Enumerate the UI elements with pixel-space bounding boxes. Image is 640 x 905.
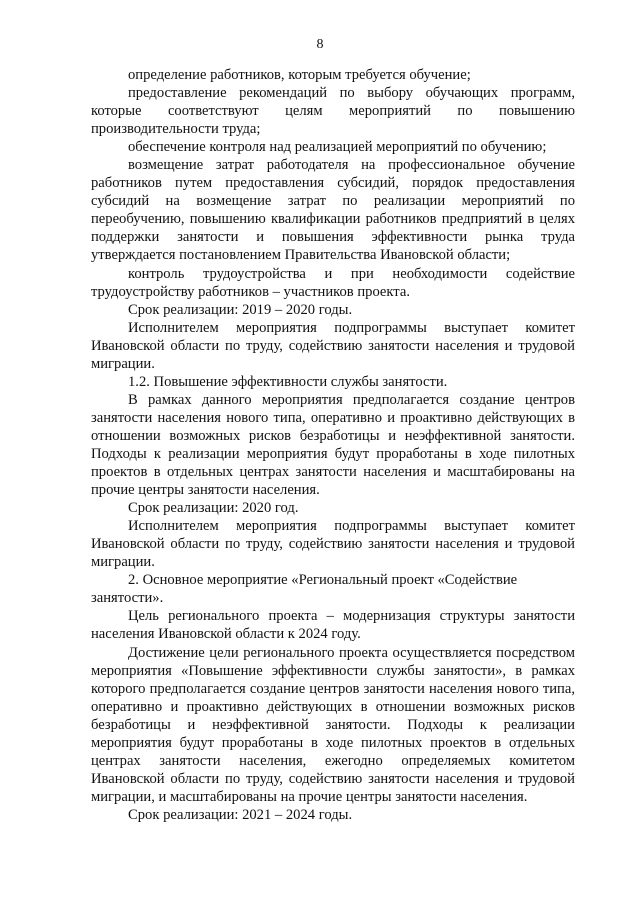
paragraph-identify-workers: определение работников, которым требуется обучение; <box>128 67 471 83</box>
paragraph-training-recommendations: предоставление рекомендаций по выбору обучающих программ, которые соответствуют целям мероприятий по повышению производительности труда; <box>91 85 575 138</box>
paragraph-term-2019-2020: Срок реализации: 2019 – 2020 годы. <box>128 301 353 318</box>
body-text <box>91 66 575 824</box>
paragraph-project-goal: Цель регионального проекта – модернизация структуры занятости населения Ивановской области к 2024 году. <box>91 608 575 643</box>
paragraph-cost-reimbursement: возмещение затрат работодателя на профессиональное обучение работников путем предоставления субсидий, порядок предоставления субсидий на возмещение затрат по реализации мероприятий по переобучению, повышению квалификации работников предприятий в целях поддержки занятости и повышения эффективности рынка труда утверждается постановлением Правительства Ивановской области; <box>91 157 575 264</box>
paragraph-goal-achievement: Достижение цели регионального проекта осуществляется посредством мероприятия «Повышение эффективности службы занятости», в рамках которого предполагается создание центров занятости населения нового типа, оперативно и проактивно действующих в отношении возможных рисков безработицы и неэффективной занятости. Подходы к реализации мероприятия будут проработаны в ходе пилотных проектов в отдельных центрах занятости населения, ежегодно определяемых комитетом Ивановской области по труду, содействию занятости населения и трудовой миграции, и масштабированы на прочие центры занятости населения. <box>91 644 575 805</box>
paragraph-employment-control: контроль трудоустройства и при необходимости содействие трудоустройству работников – участников проекта. <box>91 265 575 300</box>
paragraph-term-2021-2024: Срок реализации: 2021 – 2024 годы. <box>128 806 353 823</box>
paragraph-term-2020: Срок реализации: 2020 год. <box>128 500 299 517</box>
paragraph-section-1-2: 1.2. Повышение эффективности службы занятости. <box>128 373 448 390</box>
paragraph-executor-2: Исполнителем мероприятия подпрограммы выступает комитет Ивановской области по труду, содействию занятости населения и трудовой миграции. <box>91 518 575 571</box>
paragraph-new-centers: В рамках данного мероприятия предполагается создание центров занятости населения нового типа, оперативно и проактивно действующих в отношении возможных рисков безработицы и неэффективной занятости. Подходы к реализации мероприятия будут проработаны в ходе пилотных проектов в отдельных центрах занятости населения и масштабированы на прочие центры занятости населения. <box>91 391 575 499</box>
paragraph-main-activity-2: 2. Основное мероприятие «Региональный проект «Содействие занятости». <box>91 572 518 607</box>
paragraph-training-control: обеспечение контроля над реализацией мероприятий по обучению; <box>128 139 547 156</box>
paragraph-executor-1: Исполнителем мероприятия подпрограммы выступает комитет Ивановской области по труду, содействию занятости населения и трудовой миграции. <box>91 319 575 372</box>
page-number: 8 <box>316 37 324 52</box>
